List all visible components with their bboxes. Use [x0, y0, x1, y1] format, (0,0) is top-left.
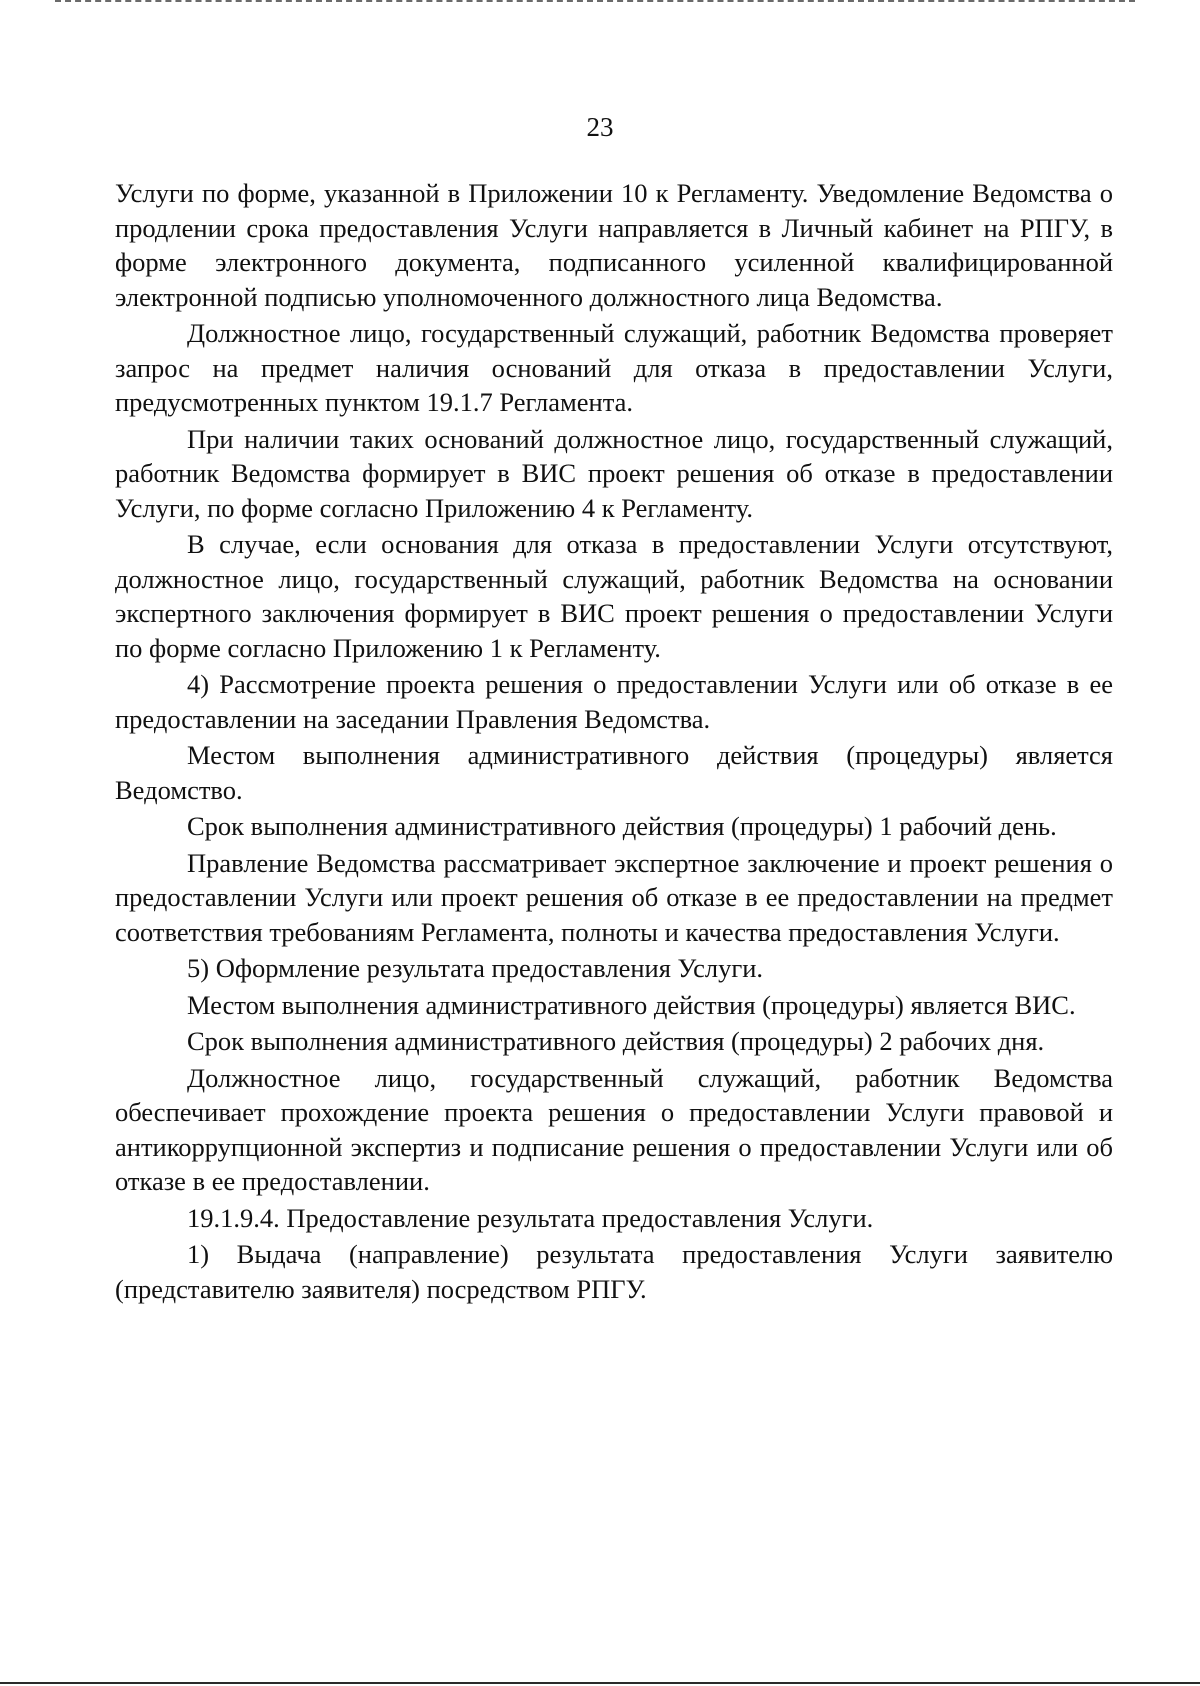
scan-bottom-edge — [0, 1682, 1200, 1684]
document-body — [115, 176, 1113, 1306]
scan-top-edge — [55, 0, 1135, 4]
paragraph-board-review: Правление Ведомства рассматривает экспертное заключение и проект решения о предоставлении Услуги или проект решения об отказе в ее предоставлении на предмет соответствия требованиям Регламента, полноты и качества предоставления Услуги. — [115, 847, 1113, 947]
paragraph-continued: Услуги по форме, указанной в Приложении 10 к Регламенту. Уведомление Ведомства о продлении срока предоставления Услуги направляется в Личный кабинет на РПГУ, в форме электронного документа, подписанного усиленной квалифицированной электронной подписью уполномоченного должностного лица Ведомства. — [115, 178, 1113, 312]
paragraph-term-step-4: Срок выполнения административного действия (процедуры) 1 рабочий день. — [187, 811, 1057, 841]
paragraph-expertise: Должностное лицо, государственный служащий, работник Ведомства обеспечивает прохождение проекта решения о предоставлении Услуги правовой и антикоррупционной экспертиз и подписание решения о предоставлении Услуги или об отказе в ее предоставлении. — [115, 1062, 1113, 1196]
paragraph-step-4: 4) Рассмотрение проекта решения о предоставлении Услуги или об отказе в ее предоставлении на заседании Правления Ведомства. — [115, 669, 1113, 734]
paragraph-step-5: 5) Оформление результата предоставления Услуги. — [187, 953, 763, 983]
page-number: 23 — [586, 112, 614, 142]
paragraph-request-check: Должностное лицо, государственный служащий, работник Ведомства проверяет запрос на предмет наличия оснований для отказа в предоставлении Услуги, предусмотренных пунктом 19.1.7 Регламента. — [115, 318, 1113, 417]
section-heading-19-1-9-4: 19.1.9.4. Предоставление результата предоставления Услуги. — [187, 1202, 874, 1233]
paragraph-place-step-4: Местом выполнения административного действия (процедуры) является Ведомство. — [115, 740, 1113, 805]
paragraph-refusal-draft: При наличии таких оснований должностное лицо, государственный служащий, работник Ведомства формирует в ВИС проект решения об отказе в предоставлении Услуги, по форме согласно Приложению 4 к Регламенту. — [115, 423, 1113, 523]
paragraph-place-step-5: Местом выполнения административного действия (процедуры) является ВИС. — [187, 989, 1076, 1020]
paragraph-approval-draft: В случае, если основания для отказа в предоставлении Услуги отсутствуют, должностное лицо, государственный служащий, работник Ведомства на основании экспертного заключения формирует в ВИС проект решения о предоставлении Услуги по форме согласно Приложению 1 к Регламенту. — [115, 529, 1113, 663]
paragraph-term-step-5: Срок выполнения административного действия (процедуры) 2 рабочих дня. — [187, 1026, 1045, 1056]
paragraph-delivery-step-1: 1) Выдача (направление) результата предоставления Услуги заявителю (представителю заявителя) посредством РПГУ. — [115, 1239, 1113, 1304]
